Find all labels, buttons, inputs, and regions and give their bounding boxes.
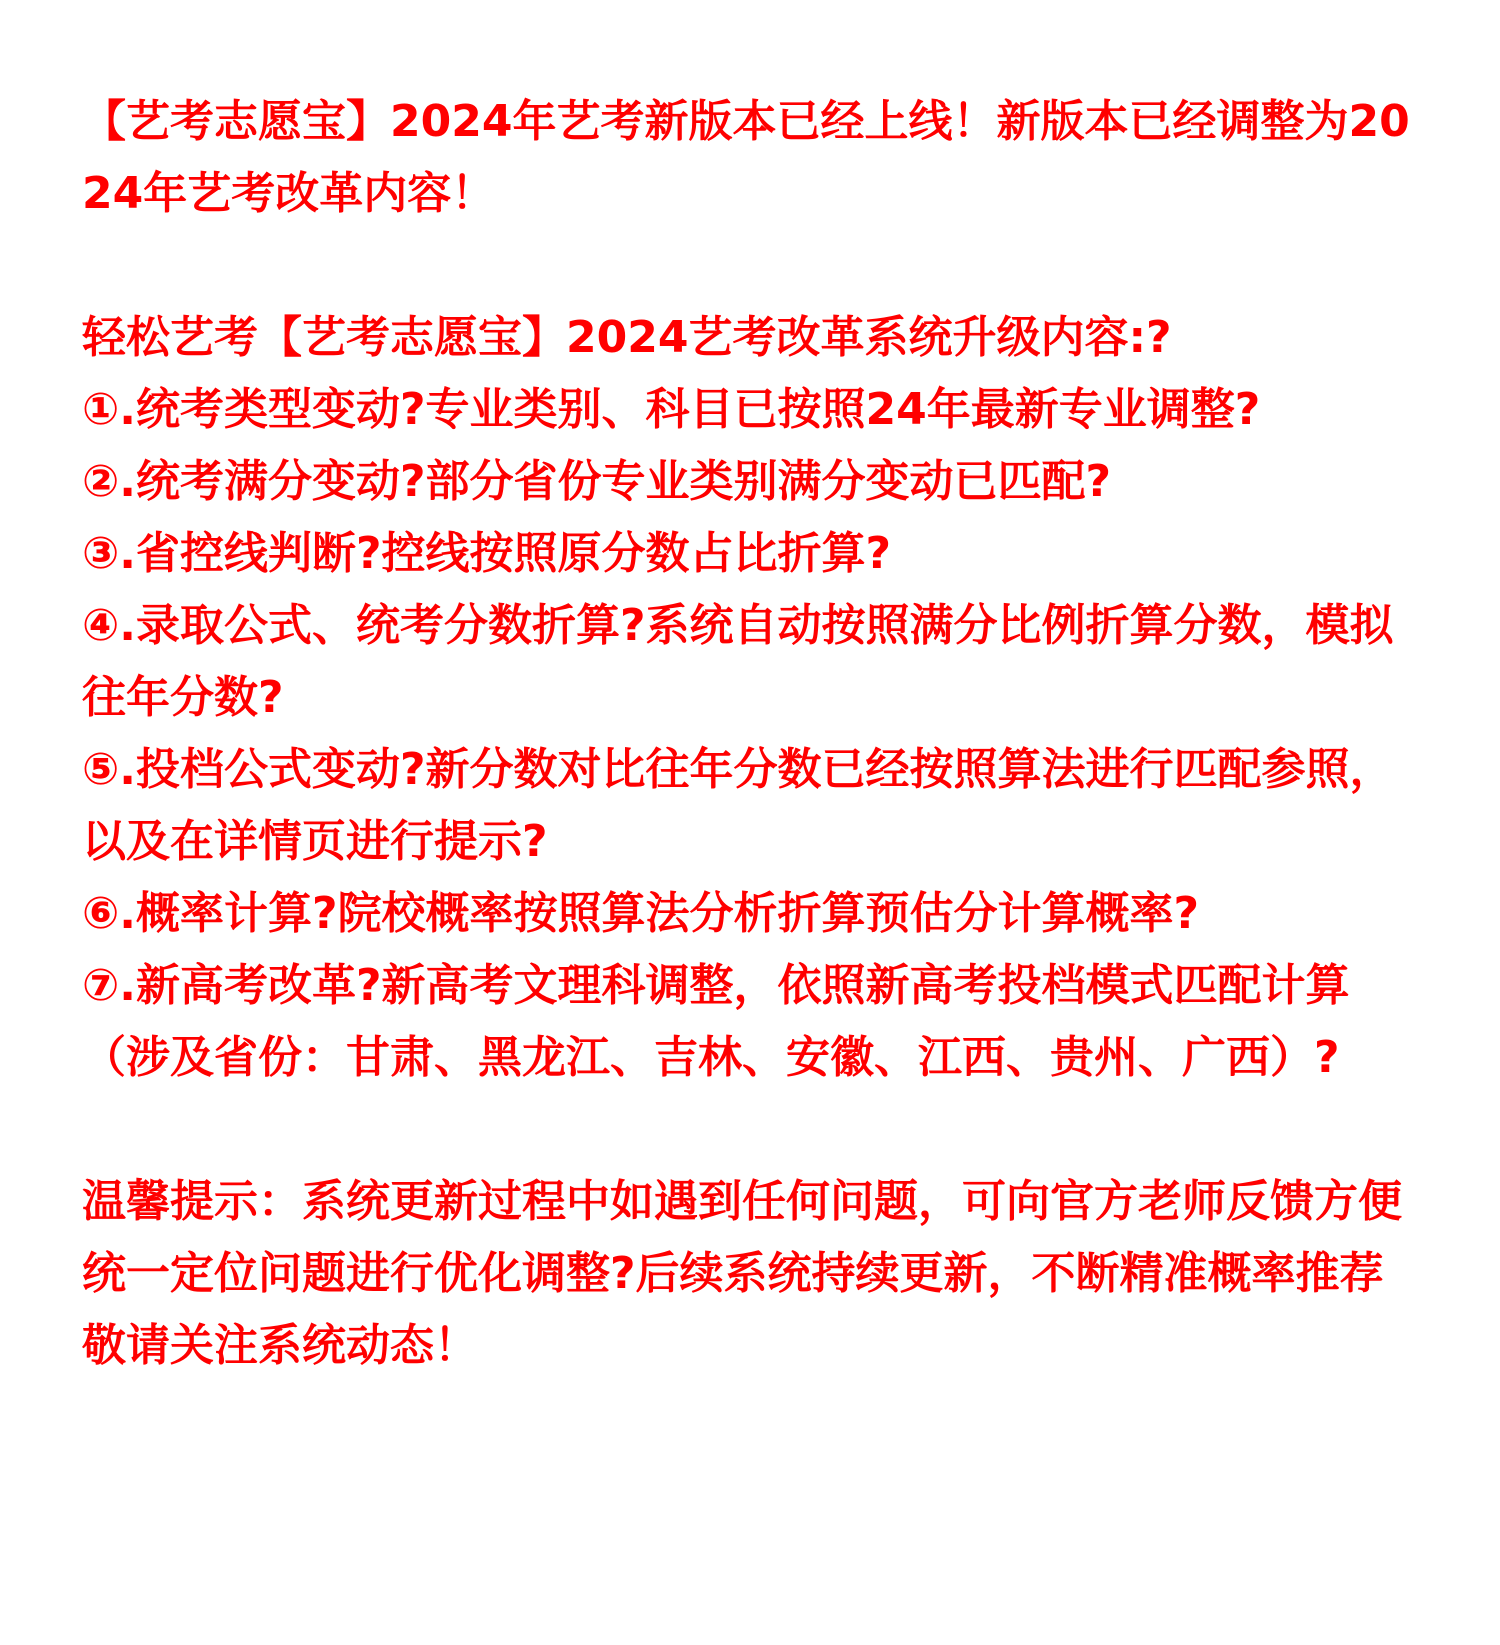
tip-paragraph: 温馨提示：系统更新过程中如遇到任何问题，可向官方老师反馈方便统一定位问题进行优化调整?后续系统持续更新，不断精准概率推荐敬请关注系统动态！ (82, 1176, 1402, 1371)
list-item: ④.录取公式、统考分数折算?系统自动按照满分比例折算分数，模拟往年分数? (82, 600, 1394, 723)
tip-block (82, 1166, 1412, 1382)
list-item: ①.统考类型变动?专业类别、科目已按照24年最新专业调整? (82, 384, 1261, 435)
upgrade-section (82, 302, 1412, 1094)
list-item: ⑥.概率计算?院校概率按照算法分析折算预估分计算概率? (82, 888, 1200, 939)
intro-block (82, 86, 1412, 230)
intro-paragraph: 【艺考志愿宝】2024年艺考新版本已经上线！新版本已经调整为2024年艺考改革内容！ (82, 96, 1410, 219)
list-item: ③.省控线判断?控线按照原分数占比折算? (82, 528, 892, 579)
spacer (82, 1094, 1412, 1166)
list-item: ⑦.新高考改革?新高考文理科调整，依照新高考投档模式匹配计算（涉及省份：甘肃、黑龙江、吉林、安徽、江西、贵州、广西）? (82, 960, 1350, 1083)
list-item: ⑤.投档公式变动?新分数对比往年分数已经按照算法进行匹配参照，以及在详情页进行提示? (82, 744, 1394, 867)
list-item: ②.统考满分变动?部分省份专业类别满分变动已匹配? (82, 456, 1112, 507)
announcement-document (82, 86, 1412, 1382)
section-title: 轻松艺考【艺考志愿宝】2024艺考改革系统升级内容:? (82, 312, 1172, 363)
spacer (82, 230, 1412, 302)
